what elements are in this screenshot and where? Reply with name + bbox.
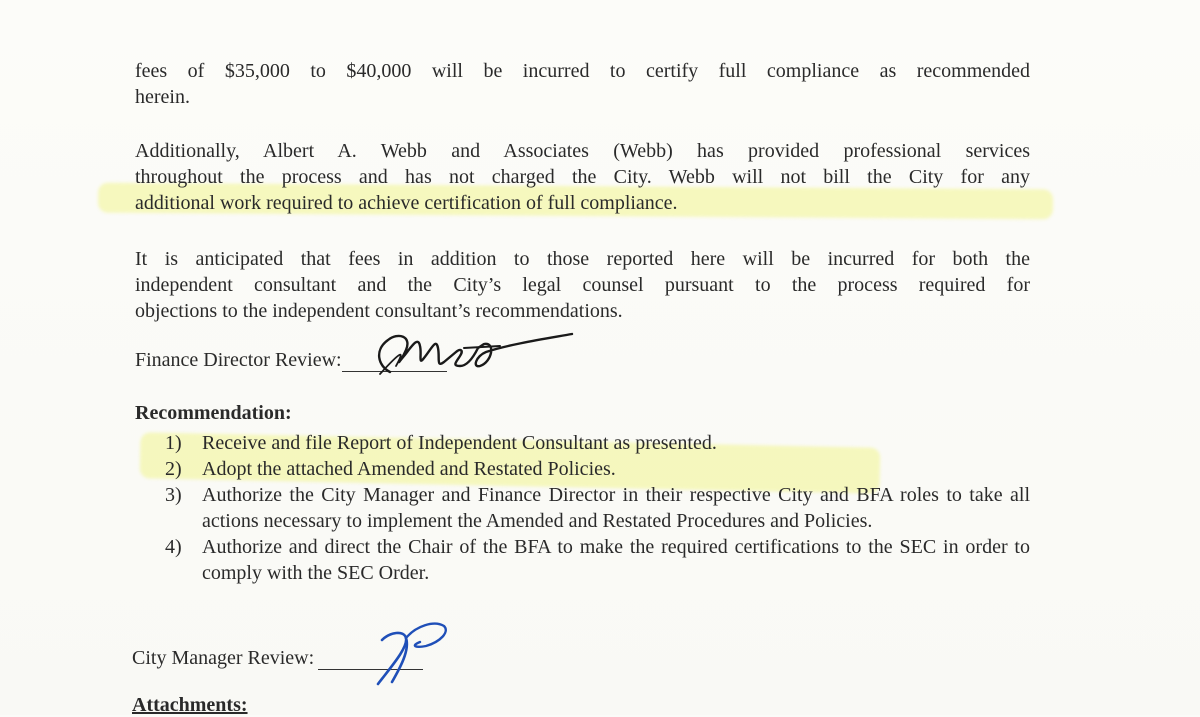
recommendation-list	[165, 430, 1030, 586]
paragraph-webb	[135, 138, 1030, 216]
recommendation-text: Authorize the City Manager and Finance Director in their respective City and BFA roles to take all actions necessary to implement the Amended and Restated Procedures and Policies.	[202, 484, 1030, 532]
paragraph-line: independent consultant and the City’s legal counsel pursuant to the process required for	[135, 274, 1030, 296]
city-manager-signature	[360, 618, 470, 688]
recommendation-item	[165, 482, 1030, 534]
attachments-heading: Attachments:	[132, 694, 248, 716]
recommendation-number: 3)	[165, 484, 182, 506]
recommendation-item	[165, 430, 1030, 456]
paragraph-line: throughout the process and has not charged the City. Webb will not bill the City for any	[135, 166, 1030, 188]
recommendation-text: Authorize and direct the Chair of the BFA to make the required certifications to the SEC in order to comply with the SEC Order.	[202, 536, 1030, 584]
paragraph-anticipated	[135, 246, 1030, 324]
recommendation-number: 4)	[165, 536, 182, 558]
recommendation-text: Receive and file Report of Independent Consultant as presented.	[202, 432, 717, 454]
recommendation-number: 2)	[165, 458, 182, 480]
paragraph-line: fees of $35,000 to $40,000 will be incurred to certify full compliance as recommended	[135, 60, 1030, 82]
recommendation-text: Adopt the attached Amended and Restated Policies.	[202, 458, 616, 480]
finance-director-review-label: Finance Director Review:	[135, 349, 342, 371]
finance-director-signature	[360, 322, 580, 382]
paragraph-line: herein.	[135, 86, 190, 108]
recommendation-number: 1)	[165, 432, 182, 454]
recommendation-item	[165, 534, 1030, 586]
city-manager-review-label: City Manager Review:	[132, 647, 315, 669]
recommendation-heading: Recommendation:	[135, 402, 292, 424]
paragraph-line: Additionally, Albert A. Webb and Associates (Webb) has provided professional services	[135, 140, 1030, 162]
paragraph-line: objections to the independent consultant’s recommendations.	[135, 300, 623, 322]
paragraph-fees	[135, 58, 1030, 110]
paragraph-line: additional work required to achieve certification of full compliance.	[135, 192, 678, 214]
recommendation-item	[165, 456, 1030, 482]
paragraph-line: It is anticipated that fees in addition to those reported here will be incurred for both the	[135, 248, 1030, 270]
